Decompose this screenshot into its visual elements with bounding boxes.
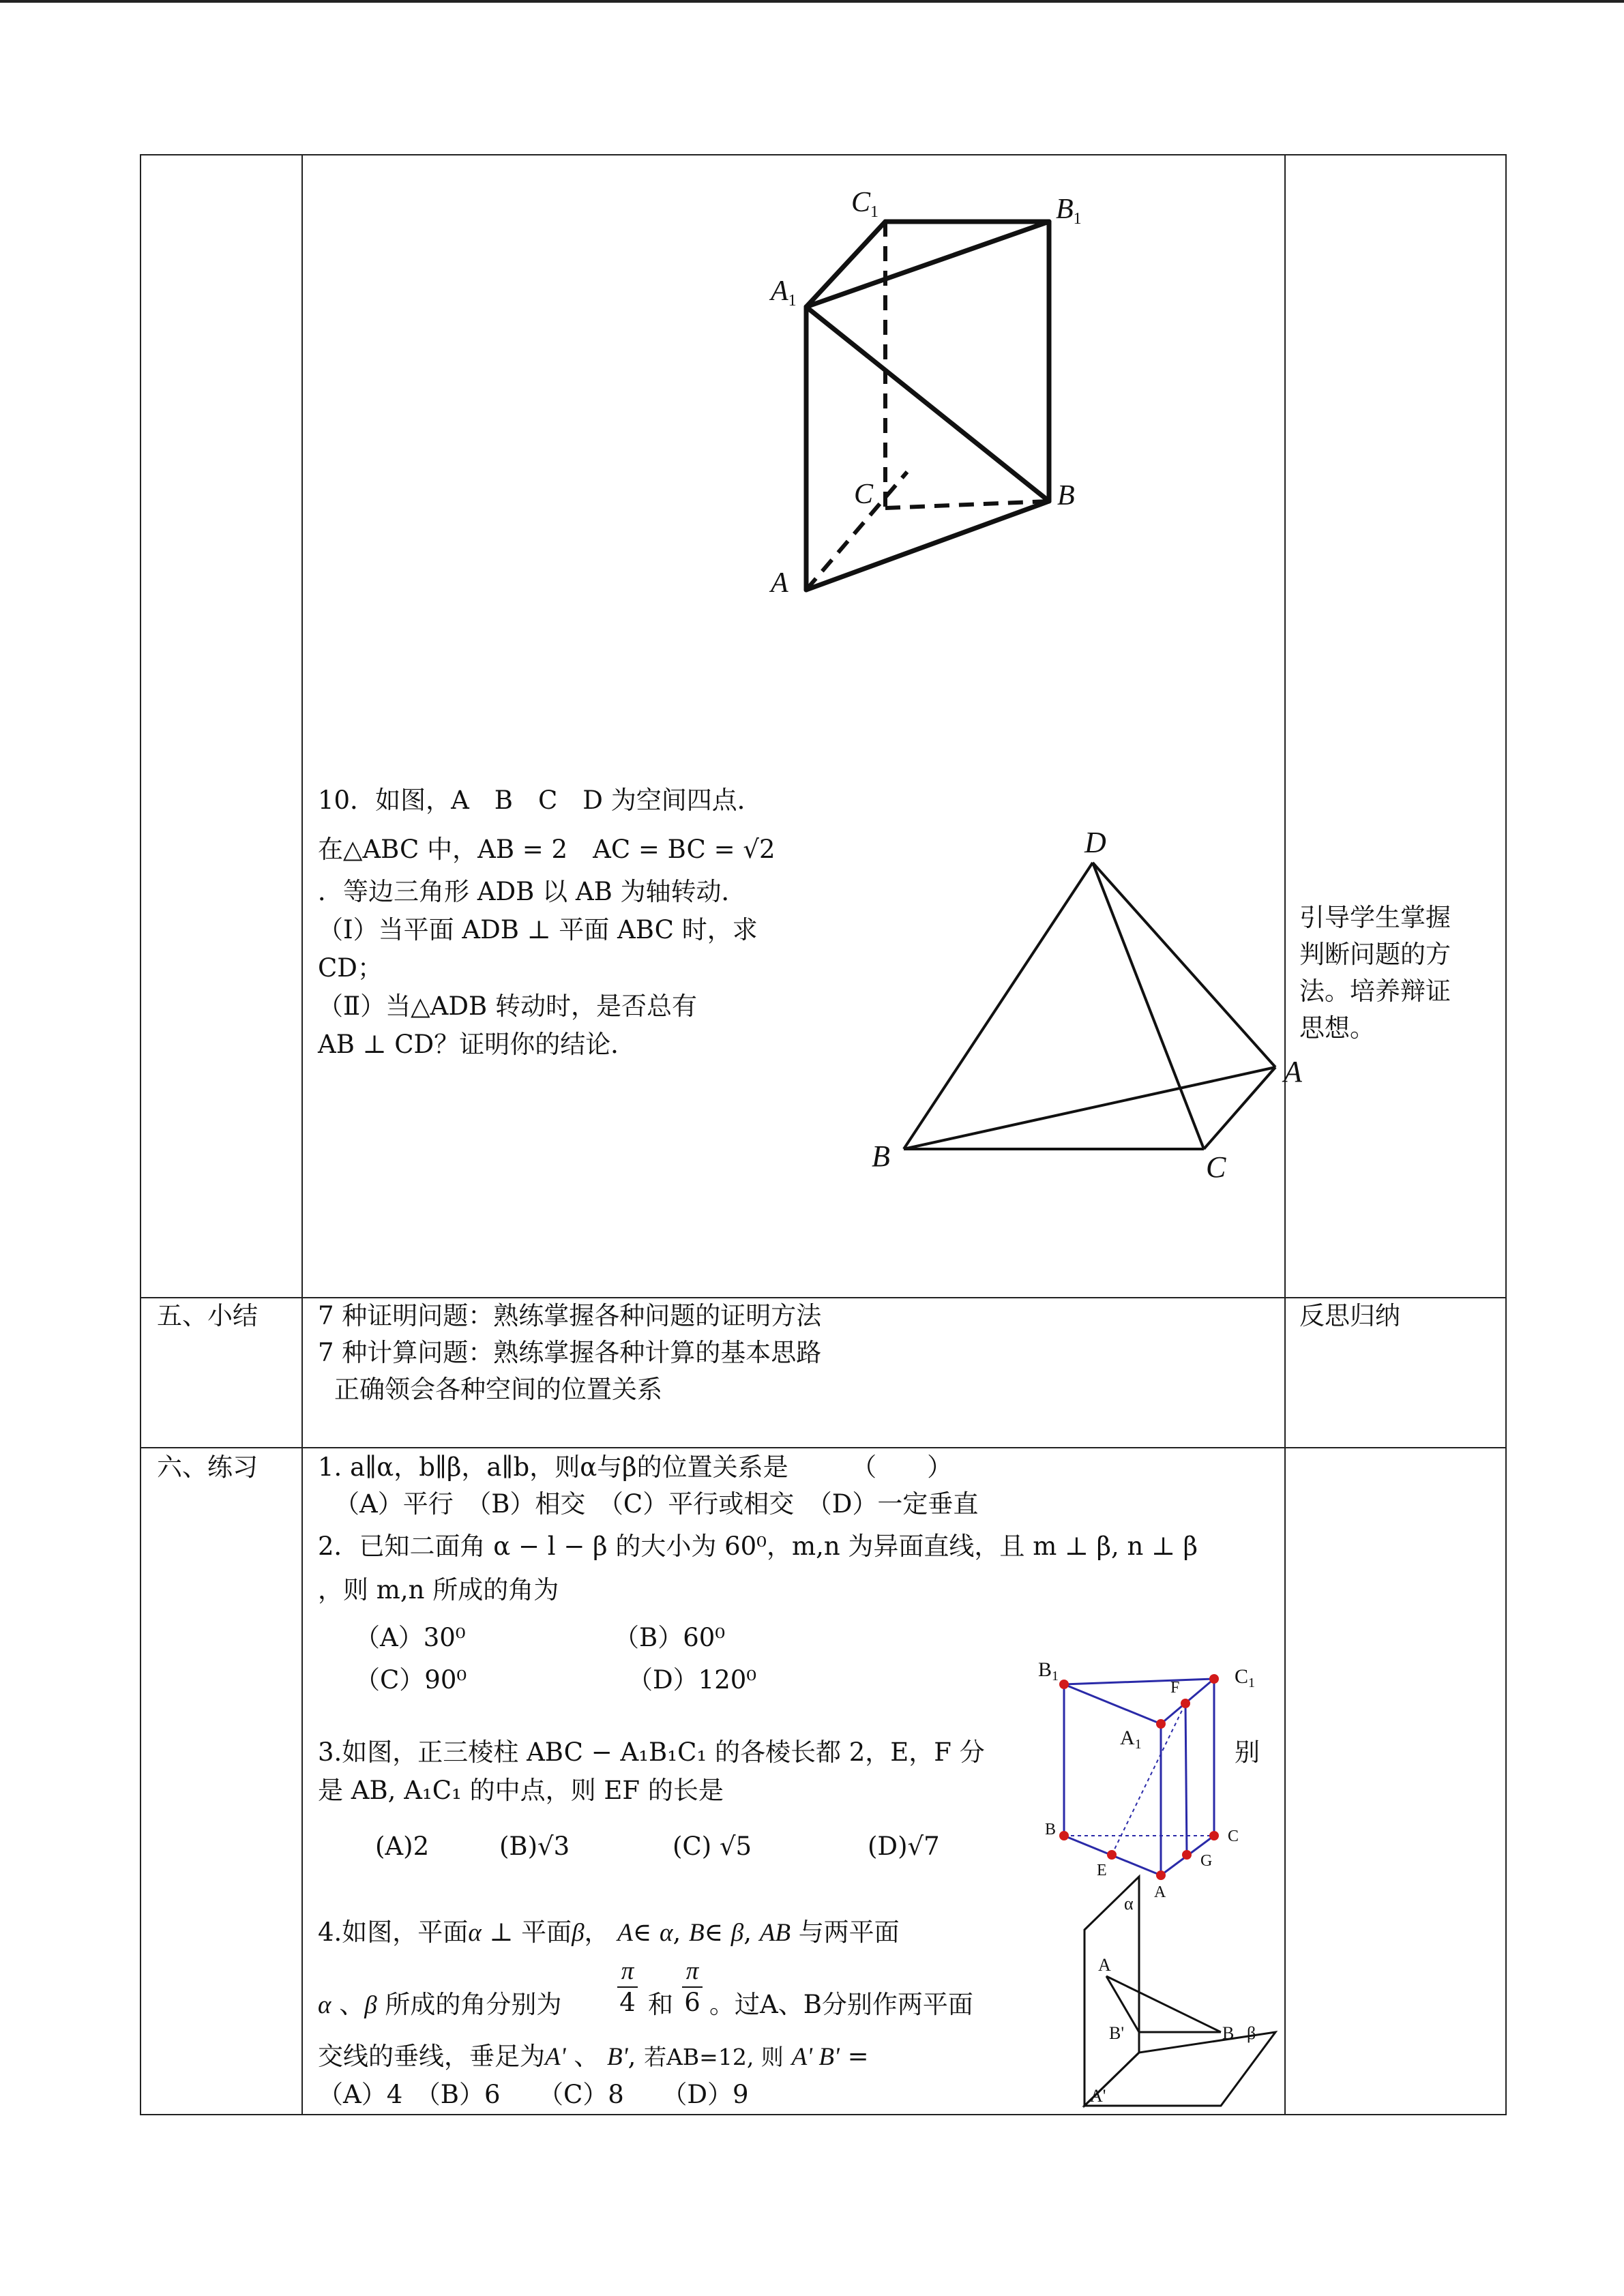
summary-note: 反思归纳 — [1299, 1301, 1400, 1330]
q3-stem-line1: 3.如图，正三棱柱 ABC − A₁B₁C₁ 的各棱长都 2，E，F 分 — [318, 1738, 985, 1767]
point-C1 — [1209, 1674, 1219, 1684]
point-C — [1209, 1831, 1219, 1840]
point-F — [1181, 1699, 1190, 1708]
table-left-border — [140, 154, 141, 2115]
label-B: B — [1045, 1821, 1057, 1838]
label-alpha: α — [1124, 1894, 1134, 1913]
label-B: B — [1057, 480, 1075, 511]
summary-line-3: 正确领会各种空间的位置关系 — [334, 1375, 662, 1404]
label-C: C — [1206, 1150, 1226, 1184]
q2-stem-line2: ，则 m,n 所成的角为 — [318, 1575, 559, 1605]
table-right-border — [1505, 154, 1507, 2115]
edge-A1-B — [806, 307, 1049, 501]
q3-option-c: (C) √5 — [673, 1832, 752, 1861]
q1-options: （A）平行 （B）相交 （C）平行或相交 （D）一定垂直 — [334, 1489, 979, 1519]
q4-stem-line3: 交线的垂线，垂足为A' 、 B', 若AB=12, 则 A' B' = — [318, 2042, 869, 2071]
edge-C-B-hidden — [885, 501, 1049, 508]
planes-figure-q4 — [1071, 1875, 1282, 2114]
edge-D-B — [904, 863, 1093, 1149]
problem10-line2: 在△ABC 中，AB = 2 AC = BC = √2 — [318, 835, 776, 864]
q4-text-d: 、 — [339, 1990, 365, 2019]
problem10-line7: AB ⊥ CD？证明你的结论． — [318, 1030, 636, 1059]
q3-option-d: (D)√7 — [868, 1832, 940, 1861]
note-line-2: 判断问题的方 — [1299, 940, 1451, 969]
table-bottom-border — [140, 2114, 1506, 2115]
prism-figure — [750, 177, 1105, 614]
point-G — [1182, 1850, 1192, 1860]
label-A: A — [1154, 1883, 1166, 1901]
edge-B-A — [904, 1067, 1275, 1149]
q4-stem-line1: 4.如图，平面α ⊥ 平面β， A∈ α, B∈ β, AB 与两平面 — [318, 1918, 900, 1947]
label-A: A — [771, 567, 788, 599]
problem10-line4: （Ⅰ）当平面 ADB ⊥ 平面 ABC 时，求 — [318, 915, 758, 944]
problem10-line1: 10．如图，A B C D 为空间四点． — [318, 786, 763, 815]
note-line-3: 法。培养辩证 — [1299, 976, 1451, 1006]
q4-text-c: 与两平面 — [798, 1918, 900, 1947]
tetrahedron-figure — [866, 818, 1316, 1200]
problem10-line5: CD； — [318, 953, 383, 983]
q2-option-d: （D）120⁰ — [628, 1665, 757, 1695]
label-B: B — [1222, 2023, 1235, 2043]
point-E — [1107, 1850, 1117, 1860]
q4-frac-pi6: π 6 — [682, 1956, 703, 2018]
edge-D-C — [1093, 863, 1204, 1149]
column-divider-1 — [301, 154, 303, 2115]
q4-text-g: 若AB=12, 则 — [644, 2044, 784, 2070]
q4-text-and: 和 — [648, 1990, 673, 2019]
label-A1: A1 — [771, 275, 797, 310]
summary-line-1: 7 种证明问题：熟练掌握各种问题的证明方法 — [318, 1301, 822, 1330]
label-C1: C1 — [851, 187, 879, 221]
point-B — [1059, 1831, 1069, 1840]
q4-frac-pi4: π 4 — [617, 1956, 638, 2018]
summary-section-title: 五、小结 — [157, 1301, 258, 1330]
q1-stem: 1. a∥α，b∥β，a∥b，则α与β的位置关系是 （ ） — [318, 1452, 953, 1482]
q2-stem-line1: 2．已知二面角 α − l − β 的大小为 60⁰，m,n 为异面直线，且 m ⊥ β, n ⊥ β — [318, 1532, 1198, 1561]
prism-figure-q3 — [1030, 1650, 1275, 1903]
q4-text-a: 4.如图，平面 — [318, 1918, 469, 1947]
label-B1: $B_1$ — [1038, 1658, 1059, 1684]
q4-text-perp: 。过A、B分别作两平面 — [709, 1990, 973, 2019]
point-B1 — [1059, 1680, 1069, 1689]
edge-D-A — [1093, 863, 1275, 1067]
practice-section-title: 六、练习 — [157, 1452, 258, 1482]
q3-stem-extra: 别 — [1235, 1738, 1260, 1767]
summary-line-2: 7 种计算问题：熟练掌握各种计算的基本思路 — [318, 1338, 822, 1367]
label-beta: β — [1247, 2023, 1256, 2043]
q2-option-c: （C）90⁰ — [355, 1665, 467, 1695]
q4-text-e: 所成的角分别为 — [385, 1990, 562, 2019]
q4-stem-line2: α 、β 所成的角分别为 — [318, 1990, 562, 2019]
problem10-line3: ．等边三角形 ADB 以 AB 为轴转动． — [318, 877, 747, 906]
q3-option-b: (B)√3 — [499, 1832, 570, 1861]
label-D: D — [1084, 826, 1106, 859]
label-C1: $C_1$ — [1235, 1665, 1256, 1690]
label-Bprime: B' — [1109, 2023, 1125, 2043]
edge-B1-A1 — [1064, 1684, 1161, 1724]
label-Aprime: A' — [1090, 2086, 1106, 2106]
table-top-border — [140, 154, 1506, 155]
q2-option-a: （A）30⁰ — [355, 1623, 466, 1652]
row-divider-practice — [140, 1447, 1506, 1448]
q4-options: （A）4 （B）6 （C）8 （D）9 — [318, 2080, 749, 2109]
label-G: G — [1200, 1852, 1213, 1870]
plane-beta — [1084, 2032, 1275, 2106]
problem10-line6: （Ⅱ）当△ADB 转动时，是否总有 — [318, 992, 697, 1021]
label-B: B — [872, 1139, 890, 1173]
point-A1 — [1156, 1719, 1166, 1729]
q4-text-f: 交线的垂线，垂足为 — [318, 2042, 545, 2071]
q2-option-b: （B）60⁰ — [614, 1623, 726, 1652]
label-A: A — [1284, 1055, 1302, 1088]
label-A1: $A_1$ — [1120, 1727, 1142, 1752]
q4-text-b: 平面 — [521, 1918, 572, 1947]
note-line-1: 引导学生掌握 — [1299, 903, 1451, 932]
q3-stem-line2: 是 AB, A₁C₁ 的中点，则 EF 的长是 — [318, 1776, 724, 1805]
label-C: C — [1228, 1828, 1239, 1845]
label-B1: B1 — [1056, 194, 1082, 228]
page-top-border — [0, 0, 1624, 3]
label-E: E — [1097, 1862, 1107, 1879]
edge-B1-C1 — [1064, 1679, 1214, 1684]
label-F: F — [1170, 1679, 1180, 1697]
q3-option-a: (A)2 — [375, 1832, 430, 1861]
label-C: C — [854, 479, 874, 510]
edge-F-G — [1185, 1703, 1187, 1855]
label-A: A — [1098, 1955, 1111, 1975]
note-line-4: 思想。 — [1299, 1013, 1375, 1043]
